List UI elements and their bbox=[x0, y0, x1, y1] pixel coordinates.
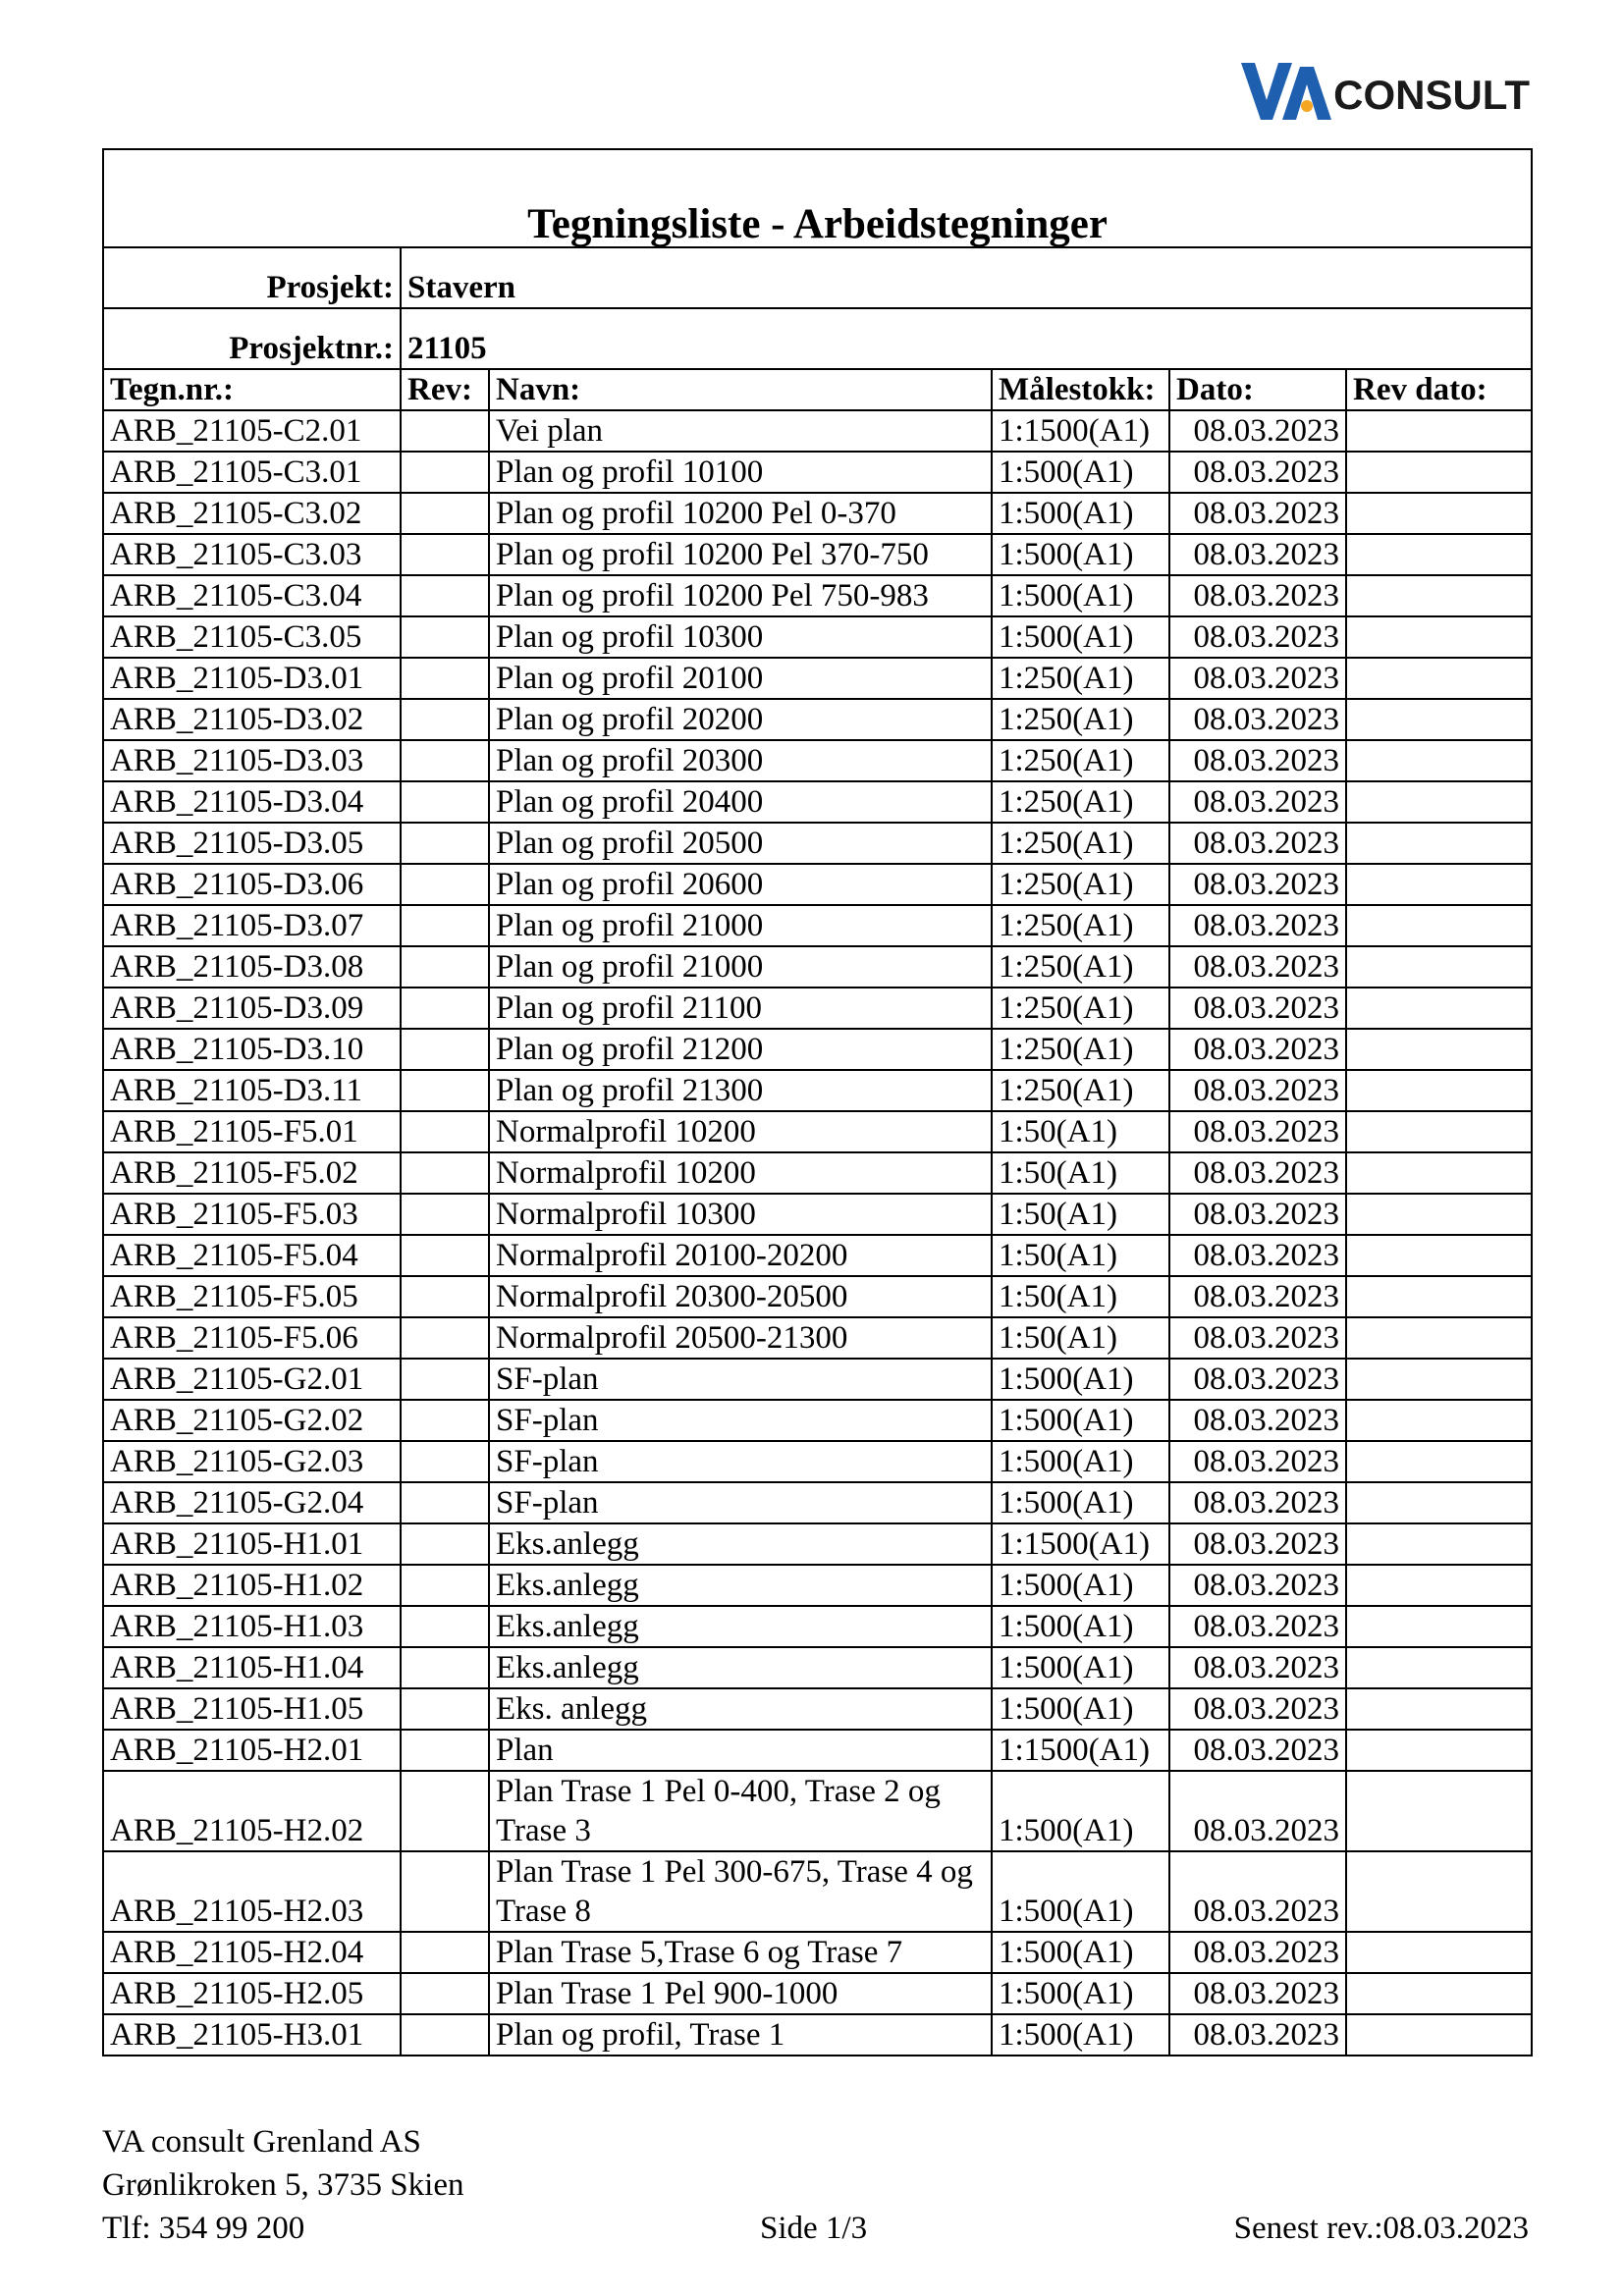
cell-navn: Plan Trase 1 Pel 0-400, Trase 2 og Trase 3 bbox=[489, 1771, 992, 1851]
cell-navn: Vei plan bbox=[489, 410, 992, 452]
table-row bbox=[103, 1111, 1532, 1152]
cell-malestokk: 1:500(A1) bbox=[992, 1647, 1169, 1688]
project-number-value: 21105 bbox=[401, 308, 1532, 369]
cell-revdato bbox=[1346, 1111, 1532, 1152]
cell-tegn: ARB_21105-F5.01 bbox=[103, 1111, 401, 1152]
cell-revdato bbox=[1346, 1482, 1532, 1523]
cell-rev bbox=[401, 1851, 489, 1932]
cell-dato: 08.03.2023 bbox=[1169, 616, 1346, 658]
cell-tegn: ARB_21105-C2.01 bbox=[103, 410, 401, 452]
cell-rev bbox=[401, 1400, 489, 1441]
cell-revdato bbox=[1346, 1441, 1532, 1482]
cell-malestokk: 1:1500(A1) bbox=[992, 1730, 1169, 1771]
table-row bbox=[103, 699, 1532, 740]
cell-tegn: ARB_21105-D3.01 bbox=[103, 658, 401, 699]
cell-revdato bbox=[1346, 1317, 1532, 1359]
cell-rev bbox=[401, 658, 489, 699]
cell-malestokk: 1:250(A1) bbox=[992, 699, 1169, 740]
cell-revdato bbox=[1346, 2014, 1532, 2056]
table-row bbox=[103, 658, 1532, 699]
table-row bbox=[103, 1688, 1532, 1730]
cell-revdato bbox=[1346, 740, 1532, 781]
cell-rev bbox=[401, 452, 489, 493]
cell-rev bbox=[401, 410, 489, 452]
cell-malestokk: 1:50(A1) bbox=[992, 1152, 1169, 1194]
cell-dato: 08.03.2023 bbox=[1169, 946, 1346, 988]
cell-tegn: ARB_21105-D3.02 bbox=[103, 699, 401, 740]
cell-tegn: ARB_21105-C3.01 bbox=[103, 452, 401, 493]
cell-rev bbox=[401, 1565, 489, 1606]
project-number-row bbox=[103, 308, 1532, 369]
cell-malestokk: 1:500(A1) bbox=[992, 1400, 1169, 1441]
cell-revdato bbox=[1346, 1688, 1532, 1730]
cell-malestokk: 1:250(A1) bbox=[992, 946, 1169, 988]
cell-tegn: ARB_21105-F5.03 bbox=[103, 1194, 401, 1235]
cell-malestokk: 1:250(A1) bbox=[992, 988, 1169, 1029]
cell-dato: 08.03.2023 bbox=[1169, 534, 1346, 575]
table-row bbox=[103, 575, 1532, 616]
cell-revdato bbox=[1346, 410, 1532, 452]
cell-malestokk: 1:250(A1) bbox=[992, 905, 1169, 946]
cell-rev bbox=[401, 1070, 489, 1111]
cell-malestokk: 1:500(A1) bbox=[992, 1359, 1169, 1400]
cell-malestokk: 1:500(A1) bbox=[992, 1482, 1169, 1523]
table-row bbox=[103, 823, 1532, 864]
cell-navn: Plan og profil 21000 bbox=[489, 946, 992, 988]
cell-malestokk: 1:500(A1) bbox=[992, 1851, 1169, 1932]
cell-rev bbox=[401, 1111, 489, 1152]
cell-tegn: ARB_21105-C3.04 bbox=[103, 575, 401, 616]
cell-malestokk: 1:50(A1) bbox=[992, 1111, 1169, 1152]
cell-rev bbox=[401, 493, 489, 534]
cell-rev bbox=[401, 1152, 489, 1194]
table-row bbox=[103, 1647, 1532, 1688]
cell-navn: Eks.anlegg bbox=[489, 1565, 992, 1606]
table-row bbox=[103, 1194, 1532, 1235]
cell-rev bbox=[401, 1973, 489, 2014]
cell-rev bbox=[401, 1359, 489, 1400]
cell-navn: Plan og profil 21000 bbox=[489, 905, 992, 946]
cell-rev bbox=[401, 1523, 489, 1565]
table-row bbox=[103, 2014, 1532, 2056]
cell-tegn: ARB_21105-D3.11 bbox=[103, 1070, 401, 1111]
table-row bbox=[103, 1851, 1532, 1932]
cell-dato: 08.03.2023 bbox=[1169, 864, 1346, 905]
cell-navn: SF-plan bbox=[489, 1482, 992, 1523]
project-row bbox=[103, 247, 1532, 308]
cell-navn: Plan og profil 21300 bbox=[489, 1070, 992, 1111]
cell-dato: 08.03.2023 bbox=[1169, 1565, 1346, 1606]
cell-tegn: ARB_21105-F5.06 bbox=[103, 1317, 401, 1359]
table-row bbox=[103, 616, 1532, 658]
cell-rev bbox=[401, 1441, 489, 1482]
cell-revdato bbox=[1346, 493, 1532, 534]
cell-tegn: ARB_21105-H1.01 bbox=[103, 1523, 401, 1565]
cell-tegn: ARB_21105-H2.05 bbox=[103, 1973, 401, 2014]
cell-navn: Normalprofil 10200 bbox=[489, 1152, 992, 1194]
cell-tegn: ARB_21105-H1.05 bbox=[103, 1688, 401, 1730]
table-row bbox=[103, 1523, 1532, 1565]
cell-navn: Eks. anlegg bbox=[489, 1688, 992, 1730]
cell-tegn: ARB_21105-G2.01 bbox=[103, 1359, 401, 1400]
cell-dato: 08.03.2023 bbox=[1169, 1771, 1346, 1851]
cell-navn: Eks.anlegg bbox=[489, 1523, 992, 1565]
company-logo bbox=[1239, 61, 1530, 122]
cell-rev bbox=[401, 740, 489, 781]
cell-rev bbox=[401, 1688, 489, 1730]
cell-revdato bbox=[1346, 823, 1532, 864]
cell-dato: 08.03.2023 bbox=[1169, 1606, 1346, 1647]
cell-malestokk: 1:500(A1) bbox=[992, 493, 1169, 534]
cell-revdato bbox=[1346, 781, 1532, 823]
cell-navn: Plan og profil, Trase 1 bbox=[489, 2014, 992, 2056]
cell-tegn: ARB_21105-H2.03 bbox=[103, 1851, 401, 1932]
cell-malestokk: 1:500(A1) bbox=[992, 575, 1169, 616]
cell-dato: 08.03.2023 bbox=[1169, 1688, 1346, 1730]
cell-revdato bbox=[1346, 658, 1532, 699]
cell-malestokk: 1:500(A1) bbox=[992, 452, 1169, 493]
cell-dato: 08.03.2023 bbox=[1169, 1070, 1346, 1111]
table-row bbox=[103, 905, 1532, 946]
cell-navn: Plan og profil 20500 bbox=[489, 823, 992, 864]
cell-dato: 08.03.2023 bbox=[1169, 1111, 1346, 1152]
cell-revdato bbox=[1346, 905, 1532, 946]
cell-navn: Plan bbox=[489, 1730, 992, 1771]
cell-dato: 08.03.2023 bbox=[1169, 1523, 1346, 1565]
cell-tegn: ARB_21105-F5.02 bbox=[103, 1152, 401, 1194]
cell-tegn: ARB_21105-C3.03 bbox=[103, 534, 401, 575]
table-row bbox=[103, 1276, 1532, 1317]
cell-dato: 08.03.2023 bbox=[1169, 493, 1346, 534]
cell-tegn: ARB_21105-G2.04 bbox=[103, 1482, 401, 1523]
cell-tegn: ARB_21105-F5.05 bbox=[103, 1276, 401, 1317]
cell-dato: 08.03.2023 bbox=[1169, 988, 1346, 1029]
table-row bbox=[103, 1565, 1532, 1606]
cell-tegn: ARB_21105-D3.10 bbox=[103, 1029, 401, 1070]
cell-navn: Normalprofil 20300-20500 bbox=[489, 1276, 992, 1317]
cell-rev bbox=[401, 1606, 489, 1647]
cell-dato: 08.03.2023 bbox=[1169, 1647, 1346, 1688]
cell-dato: 08.03.2023 bbox=[1169, 575, 1346, 616]
cell-rev bbox=[401, 1932, 489, 1973]
cell-dato: 08.03.2023 bbox=[1169, 1276, 1346, 1317]
cell-revdato bbox=[1346, 1400, 1532, 1441]
cell-rev bbox=[401, 2014, 489, 2056]
cell-navn: Plan Trase 5,Trase 6 og Trase 7 bbox=[489, 1932, 992, 1973]
cell-rev bbox=[401, 988, 489, 1029]
cell-rev bbox=[401, 1730, 489, 1771]
table-row bbox=[103, 1730, 1532, 1771]
cell-malestokk: 1:1500(A1) bbox=[992, 410, 1169, 452]
cell-dato: 08.03.2023 bbox=[1169, 1730, 1346, 1771]
header-rev: Rev: bbox=[401, 369, 489, 410]
footer-company: VA consult Grenland AS bbox=[102, 2124, 421, 2160]
cell-tegn: ARB_21105-D3.09 bbox=[103, 988, 401, 1029]
cell-dato: 08.03.2023 bbox=[1169, 2014, 1346, 2056]
cell-rev bbox=[401, 1235, 489, 1276]
table-row bbox=[103, 740, 1532, 781]
cell-navn: Plan og profil 10200 Pel 370-750 bbox=[489, 534, 992, 575]
cell-dato: 08.03.2023 bbox=[1169, 1441, 1346, 1482]
table-row bbox=[103, 1400, 1532, 1441]
table-row bbox=[103, 534, 1532, 575]
header-revdato: Rev dato: bbox=[1346, 369, 1532, 410]
cell-dato: 08.03.2023 bbox=[1169, 699, 1346, 740]
table-row bbox=[103, 1973, 1532, 2014]
cell-rev bbox=[401, 946, 489, 988]
header-tegn: Tegn.nr.: bbox=[103, 369, 401, 410]
cell-malestokk: 1:250(A1) bbox=[992, 864, 1169, 905]
cell-rev bbox=[401, 864, 489, 905]
cell-navn: SF-plan bbox=[489, 1400, 992, 1441]
cell-dato: 08.03.2023 bbox=[1169, 452, 1346, 493]
cell-malestokk: 1:50(A1) bbox=[992, 1235, 1169, 1276]
cell-tegn: ARB_21105-H2.01 bbox=[103, 1730, 401, 1771]
va-logo-icon bbox=[1239, 61, 1331, 122]
table-row bbox=[103, 864, 1532, 905]
header-malestokk: Målestokk: bbox=[992, 369, 1169, 410]
cell-revdato bbox=[1346, 1194, 1532, 1235]
cell-revdato bbox=[1346, 1523, 1532, 1565]
cell-dato: 08.03.2023 bbox=[1169, 740, 1346, 781]
cell-malestokk: 1:500(A1) bbox=[992, 1441, 1169, 1482]
page-title: Tegningsliste - Arbeidstegninger bbox=[103, 149, 1532, 247]
table-row bbox=[103, 1482, 1532, 1523]
cell-malestokk: 1:50(A1) bbox=[992, 1276, 1169, 1317]
cell-revdato bbox=[1346, 1235, 1532, 1276]
cell-navn: Plan og profil 20600 bbox=[489, 864, 992, 905]
cell-navn: Normalprofil 20500-21300 bbox=[489, 1317, 992, 1359]
table-row bbox=[103, 1152, 1532, 1194]
table-row bbox=[103, 1441, 1532, 1482]
table-row bbox=[103, 988, 1532, 1029]
table-row bbox=[103, 493, 1532, 534]
cell-dato: 08.03.2023 bbox=[1169, 905, 1346, 946]
cell-navn: Normalprofil 10200 bbox=[489, 1111, 992, 1152]
cell-revdato bbox=[1346, 1152, 1532, 1194]
table-row bbox=[103, 781, 1532, 823]
cell-dato: 08.03.2023 bbox=[1169, 1029, 1346, 1070]
cell-malestokk: 1:500(A1) bbox=[992, 1973, 1169, 2014]
cell-malestokk: 1:1500(A1) bbox=[992, 1523, 1169, 1565]
cell-malestokk: 1:250(A1) bbox=[992, 1029, 1169, 1070]
cell-dato: 08.03.2023 bbox=[1169, 823, 1346, 864]
table-row bbox=[103, 1359, 1532, 1400]
cell-tegn: ARB_21105-D3.07 bbox=[103, 905, 401, 946]
cell-malestokk: 1:500(A1) bbox=[992, 1771, 1169, 1851]
cell-navn: Plan og profil 10100 bbox=[489, 452, 992, 493]
cell-dato: 08.03.2023 bbox=[1169, 1152, 1346, 1194]
cell-revdato bbox=[1346, 534, 1532, 575]
cell-dato: 08.03.2023 bbox=[1169, 1400, 1346, 1441]
header-navn: Navn: bbox=[489, 369, 992, 410]
cell-dato: 08.03.2023 bbox=[1169, 1194, 1346, 1235]
project-label: Prosjekt: bbox=[103, 247, 401, 308]
cell-navn: Eks.anlegg bbox=[489, 1606, 992, 1647]
cell-dato: 08.03.2023 bbox=[1169, 781, 1346, 823]
cell-rev bbox=[401, 1771, 489, 1851]
cell-revdato bbox=[1346, 1606, 1532, 1647]
cell-rev bbox=[401, 1194, 489, 1235]
title-row bbox=[103, 149, 1532, 247]
cell-revdato bbox=[1346, 1973, 1532, 2014]
cell-navn: Plan og profil 20200 bbox=[489, 699, 992, 740]
header-dato: Dato: bbox=[1169, 369, 1346, 410]
cell-tegn: ARB_21105-F5.04 bbox=[103, 1235, 401, 1276]
cell-tegn: ARB_21105-D3.04 bbox=[103, 781, 401, 823]
cell-navn: Plan Trase 1 Pel 300-675, Trase 4 og Trase 8 bbox=[489, 1851, 992, 1932]
cell-navn: Normalprofil 20100-20200 bbox=[489, 1235, 992, 1276]
cell-malestokk: 1:500(A1) bbox=[992, 616, 1169, 658]
cell-navn: Plan og profil 10200 Pel 750-983 bbox=[489, 575, 992, 616]
cell-tegn: ARB_21105-D3.06 bbox=[103, 864, 401, 905]
cell-rev bbox=[401, 575, 489, 616]
cell-revdato bbox=[1346, 1647, 1532, 1688]
table-row bbox=[103, 1235, 1532, 1276]
cell-malestokk: 1:250(A1) bbox=[992, 823, 1169, 864]
cell-revdato bbox=[1346, 575, 1532, 616]
cell-navn: Plan og profil 20400 bbox=[489, 781, 992, 823]
cell-rev bbox=[401, 781, 489, 823]
table-row bbox=[103, 1029, 1532, 1070]
project-number-label: Prosjektnr.: bbox=[103, 308, 401, 369]
cell-revdato bbox=[1346, 946, 1532, 988]
cell-malestokk: 1:500(A1) bbox=[992, 1606, 1169, 1647]
cell-dato: 08.03.2023 bbox=[1169, 1359, 1346, 1400]
table-row bbox=[103, 452, 1532, 493]
cell-revdato bbox=[1346, 1771, 1532, 1851]
cell-tegn: ARB_21105-H2.04 bbox=[103, 1932, 401, 1973]
cell-tegn: ARB_21105-D3.05 bbox=[103, 823, 401, 864]
cell-revdato bbox=[1346, 864, 1532, 905]
cell-malestokk: 1:50(A1) bbox=[992, 1317, 1169, 1359]
cell-rev bbox=[401, 1317, 489, 1359]
cell-malestokk: 1:50(A1) bbox=[992, 1194, 1169, 1235]
cell-dato: 08.03.2023 bbox=[1169, 1317, 1346, 1359]
footer-page-number: Side 1/3 bbox=[760, 2211, 868, 2246]
cell-navn: Plan og profil 10300 bbox=[489, 616, 992, 658]
cell-rev bbox=[401, 1029, 489, 1070]
cell-revdato bbox=[1346, 699, 1532, 740]
cell-revdato bbox=[1346, 1276, 1532, 1317]
cell-rev bbox=[401, 699, 489, 740]
table-row bbox=[103, 410, 1532, 452]
cell-rev bbox=[401, 1276, 489, 1317]
cell-navn: Plan og profil 21100 bbox=[489, 988, 992, 1029]
cell-navn: Normalprofil 10300 bbox=[489, 1194, 992, 1235]
cell-dato: 08.03.2023 bbox=[1169, 1482, 1346, 1523]
cell-tegn: ARB_21105-C3.05 bbox=[103, 616, 401, 658]
cell-revdato bbox=[1346, 1029, 1532, 1070]
table-row bbox=[103, 1317, 1532, 1359]
cell-dato: 08.03.2023 bbox=[1169, 1973, 1346, 2014]
footer-company-info bbox=[102, 2120, 463, 2250]
table-row bbox=[103, 946, 1532, 988]
cell-tegn: ARB_21105-G2.02 bbox=[103, 1400, 401, 1441]
cell-dato: 08.03.2023 bbox=[1169, 1851, 1346, 1932]
table-row bbox=[103, 1070, 1532, 1111]
cell-rev bbox=[401, 534, 489, 575]
logo-wordmark: CONSULT bbox=[1333, 72, 1530, 118]
cell-revdato bbox=[1346, 988, 1532, 1029]
footer-phone: Tlf: 354 99 200 bbox=[102, 2211, 305, 2246]
cell-malestokk: 1:250(A1) bbox=[992, 658, 1169, 699]
cell-malestokk: 1:500(A1) bbox=[992, 1688, 1169, 1730]
cell-revdato bbox=[1346, 1565, 1532, 1606]
cell-navn: Plan Trase 1 Pel 900-1000 bbox=[489, 1973, 992, 2014]
cell-malestokk: 1:500(A1) bbox=[992, 534, 1169, 575]
cell-navn: Plan og profil 20300 bbox=[489, 740, 992, 781]
cell-malestokk: 1:250(A1) bbox=[992, 781, 1169, 823]
cell-revdato bbox=[1346, 1070, 1532, 1111]
cell-tegn: ARB_21105-H1.02 bbox=[103, 1565, 401, 1606]
cell-revdato bbox=[1346, 1730, 1532, 1771]
cell-navn: Plan og profil 20100 bbox=[489, 658, 992, 699]
table-row bbox=[103, 1606, 1532, 1647]
cell-rev bbox=[401, 1482, 489, 1523]
cell-tegn: ARB_21105-H1.03 bbox=[103, 1606, 401, 1647]
table-row bbox=[103, 1932, 1532, 1973]
cell-rev bbox=[401, 616, 489, 658]
cell-navn: Eks.anlegg bbox=[489, 1647, 992, 1688]
cell-navn: SF-plan bbox=[489, 1359, 992, 1400]
table-row bbox=[103, 1771, 1532, 1851]
cell-tegn: ARB_21105-C3.02 bbox=[103, 493, 401, 534]
footer-address: Grønlikroken 5, 3735 Skien bbox=[102, 2167, 464, 2203]
cell-dato: 08.03.2023 bbox=[1169, 410, 1346, 452]
cell-malestokk: 1:500(A1) bbox=[992, 1932, 1169, 1973]
cell-navn: Plan og profil 21200 bbox=[489, 1029, 992, 1070]
cell-dato: 08.03.2023 bbox=[1169, 1932, 1346, 1973]
cell-revdato bbox=[1346, 1932, 1532, 1973]
cell-rev bbox=[401, 823, 489, 864]
column-header-row bbox=[103, 369, 1532, 410]
project-value: Stavern bbox=[401, 247, 1532, 308]
cell-revdato bbox=[1346, 1851, 1532, 1932]
cell-dato: 08.03.2023 bbox=[1169, 658, 1346, 699]
footer-last-revision: Senest rev.:08.03.2023 bbox=[1233, 2211, 1529, 2246]
cell-rev bbox=[401, 1647, 489, 1688]
cell-tegn: ARB_21105-D3.03 bbox=[103, 740, 401, 781]
cell-navn: SF-plan bbox=[489, 1441, 992, 1482]
cell-malestokk: 1:500(A1) bbox=[992, 2014, 1169, 2056]
cell-malestokk: 1:250(A1) bbox=[992, 740, 1169, 781]
cell-revdato bbox=[1346, 452, 1532, 493]
cell-revdato bbox=[1346, 616, 1532, 658]
cell-revdato bbox=[1346, 1359, 1532, 1400]
cell-dato: 08.03.2023 bbox=[1169, 1235, 1346, 1276]
cell-malestokk: 1:500(A1) bbox=[992, 1565, 1169, 1606]
cell-tegn: ARB_21105-G2.03 bbox=[103, 1441, 401, 1482]
cell-tegn: ARB_21105-H3.01 bbox=[103, 2014, 401, 2056]
drawing-list-table bbox=[102, 148, 1533, 2056]
cell-malestokk: 1:250(A1) bbox=[992, 1070, 1169, 1111]
cell-tegn: ARB_21105-D3.08 bbox=[103, 946, 401, 988]
cell-tegn: ARB_21105-H1.04 bbox=[103, 1647, 401, 1688]
cell-rev bbox=[401, 905, 489, 946]
cell-tegn: ARB_21105-H2.02 bbox=[103, 1771, 401, 1851]
cell-navn: Plan og profil 10200 Pel 0-370 bbox=[489, 493, 992, 534]
